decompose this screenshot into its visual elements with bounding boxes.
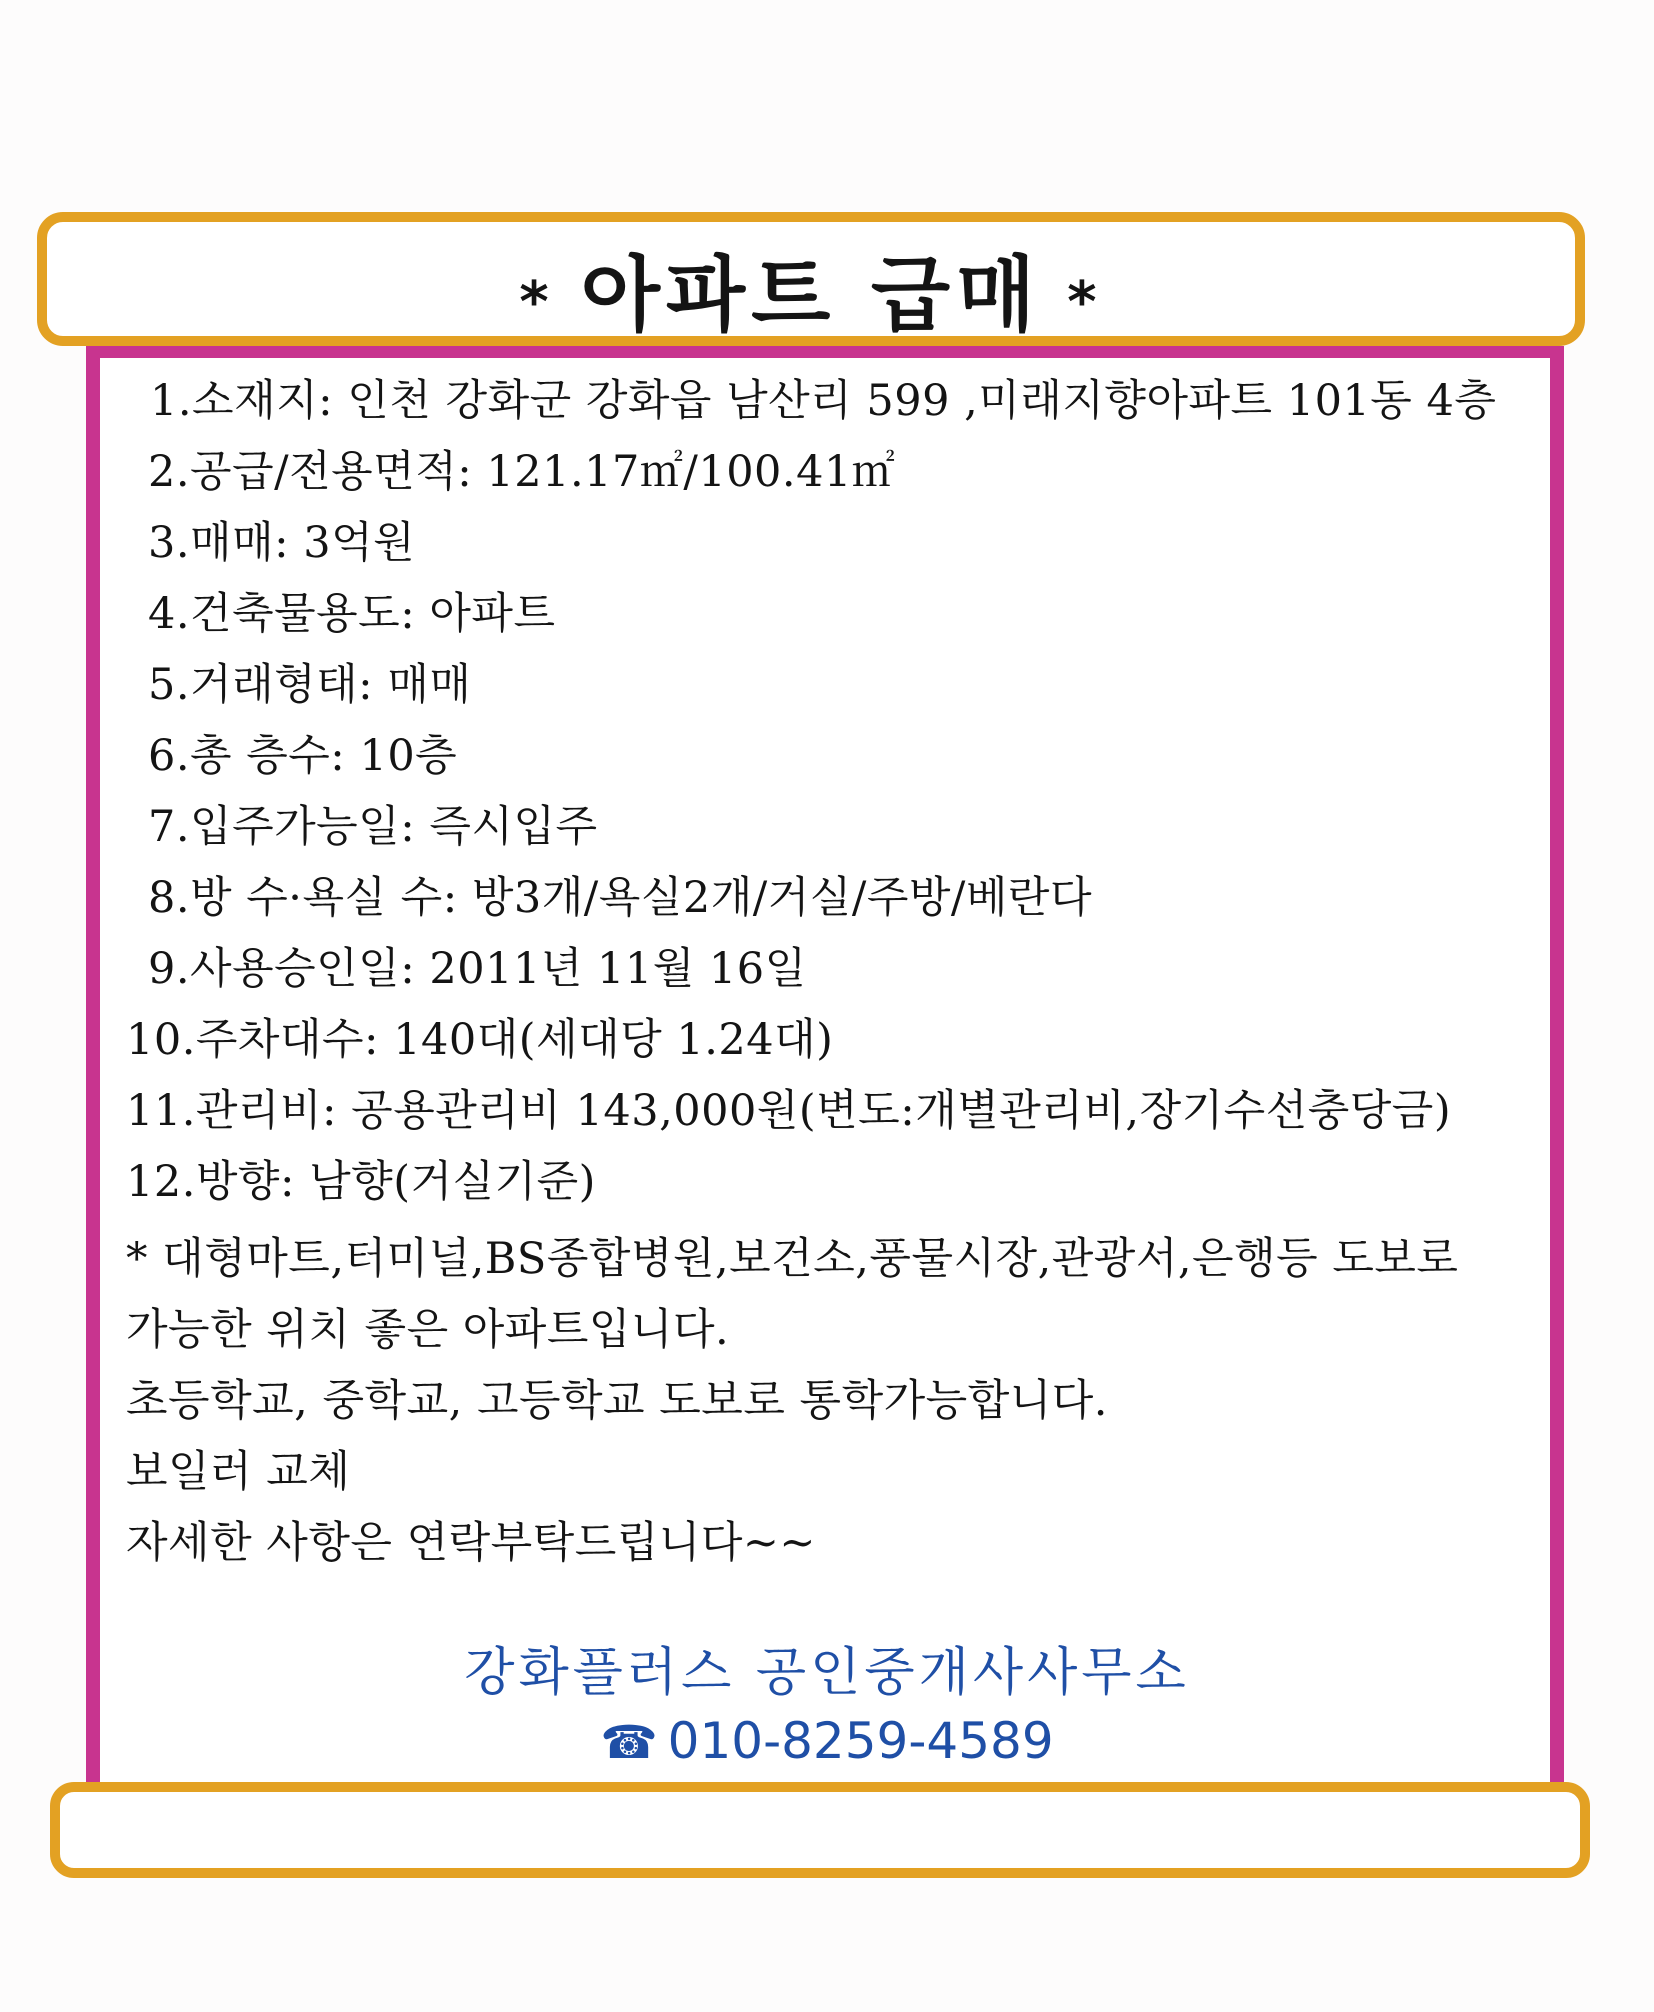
content-frame — [86, 346, 1564, 1796]
item-direction: 12.방향: 남향(거실기준) — [126, 1157, 596, 1207]
note-line-4: 보일러 교체 — [126, 1447, 351, 1497]
item-rooms: 8.방 수·욕실 수: 방3개/욕실2개/거실/주방/베란다 — [148, 873, 1092, 923]
item-area: 2.공급/전용면적: 121.17㎡/100.41㎡ — [148, 447, 896, 497]
item-parking: 10.주차대수: 140대(세대당 1.24대) — [126, 1015, 834, 1065]
phone-number: 010-8259-4589 — [667, 1712, 1054, 1770]
note-line-3: 초등학교, 중학교, 고등학교 도보로 통학가능합니다. — [126, 1376, 1108, 1426]
title-star-right: * — [1067, 269, 1103, 335]
telephone-icon: ☎ — [600, 1715, 658, 1769]
title-star-left: * — [519, 269, 555, 335]
item-price: 3.매매: 3억원 — [148, 518, 416, 568]
title-text: 아파트 급매 — [580, 247, 1042, 343]
office-name: 강화플러스 공인중개사사무소 — [464, 1643, 1190, 1703]
bottom-scroll-bar — [50, 1782, 1590, 1878]
item-transaction-type: 5.거래형태: 매매 — [148, 660, 472, 710]
item-approval-date: 9.사용승인일: 2011년 11월 16일 — [148, 944, 807, 994]
item-location: 1.소재지: 인천 강화군 강화읍 남산리 599 ,미래지향아파트 101동 4층 — [150, 376, 1497, 426]
note-line-5: 자세한 사항은 연락부탁드립니다~~ — [126, 1518, 816, 1568]
title-scroll-bar — [37, 212, 1585, 346]
item-move-in-date: 7.입주가능일: 즉시입주 — [148, 802, 598, 852]
item-total-floors: 6.총 층수: 10층 — [148, 731, 458, 781]
item-management-fee: 11.관리비: 공용관리비 143,000원(변도:개별관리비,장기수선충당금) — [126, 1086, 1452, 1136]
note-line-1: * 대형마트,터미널,BS종합병원,보건소,풍물시장,관광서,은행등 도보로 — [126, 1234, 1459, 1284]
note-line-2: 가능한 위치 좋은 아파트입니다. — [126, 1305, 730, 1355]
flyer-title — [493, 230, 1128, 347]
item-building-use: 4.건축물용도: 아파트 — [148, 589, 556, 639]
